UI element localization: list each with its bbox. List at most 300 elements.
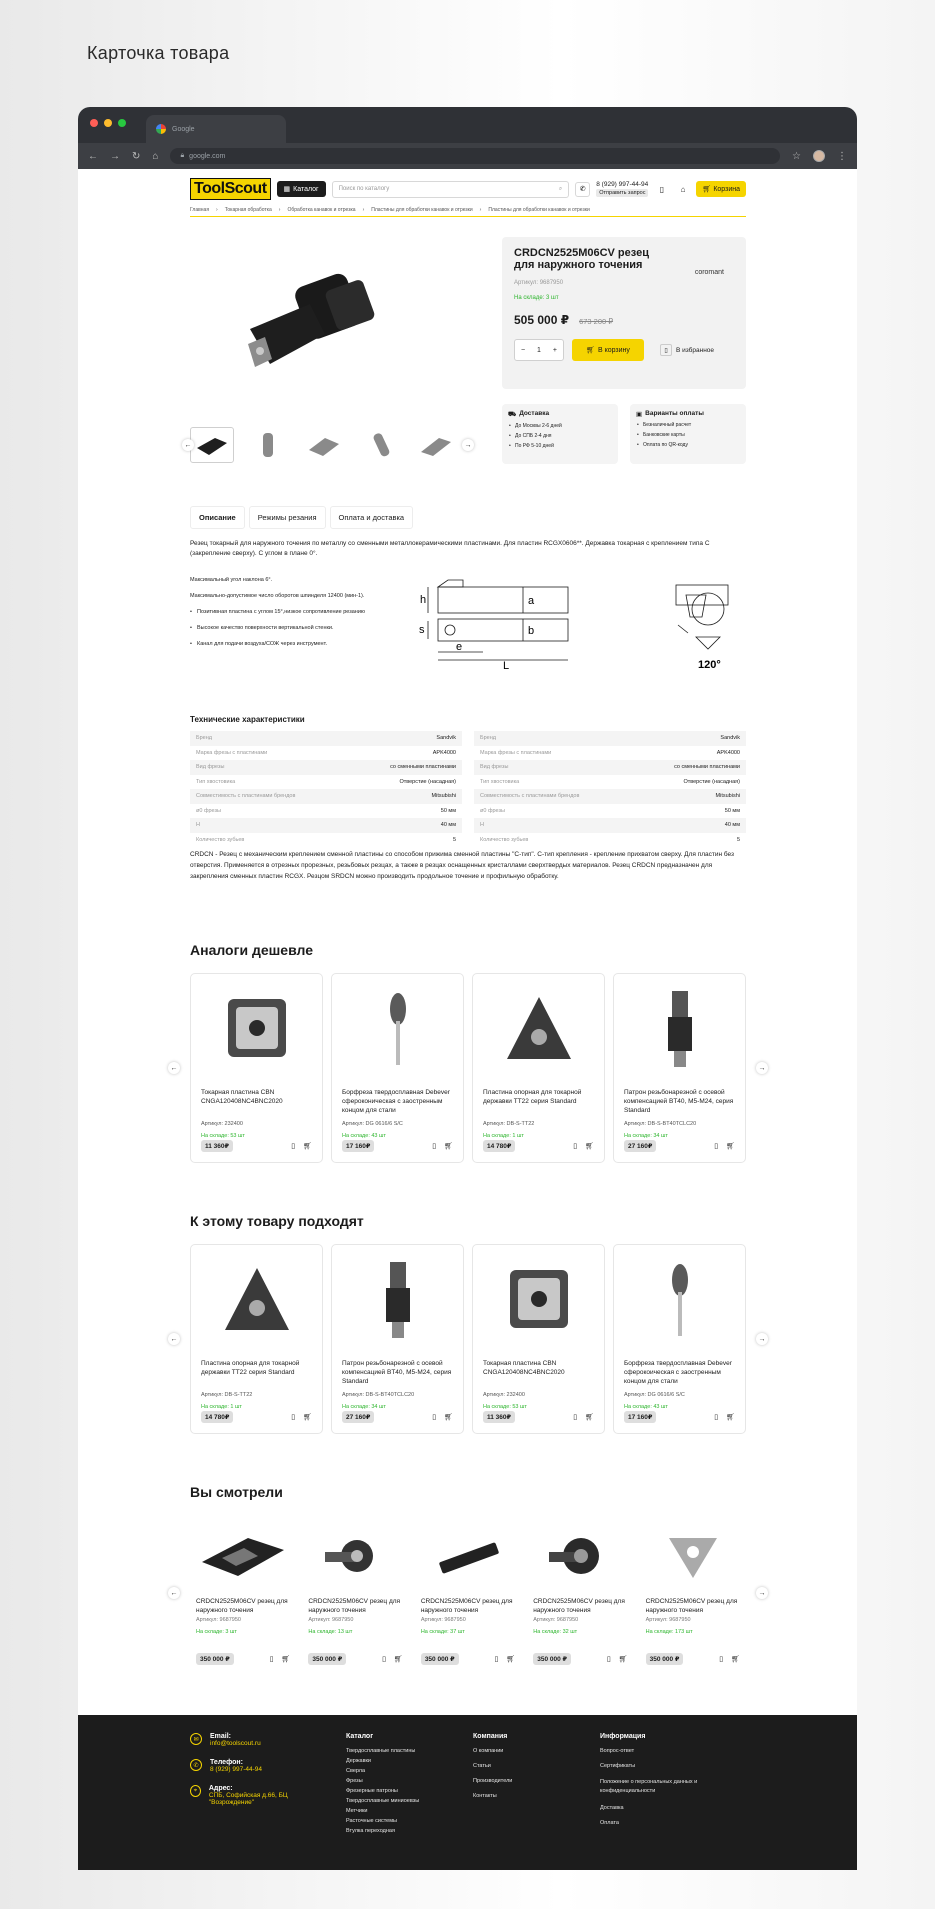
footer-link[interactable]: Сверла — [346, 1768, 366, 1774]
product-price: 350 000 ₽ — [646, 1653, 684, 1665]
card-footer — [624, 1140, 735, 1152]
cart-icon[interactable]: 🛒︎ — [303, 1414, 312, 1421]
spec-row — [474, 804, 746, 819]
spec-row — [190, 833, 462, 848]
footer-link[interactable]: Положение о персональных данных и конфиденциальности — [600, 1779, 698, 1794]
product-sku: Артикул: 9687950 — [308, 1617, 354, 1623]
browser-tab[interactable] — [146, 115, 286, 143]
thumbnail-gallery — [190, 425, 470, 465]
cart-icon[interactable]: 🛒︎ — [281, 1656, 291, 1663]
cart-button[interactable] — [696, 181, 746, 197]
product-sku: Артикул: 9687950 — [420, 1617, 466, 1623]
grid-icon: ▦ — [283, 186, 291, 193]
card-footer — [196, 1653, 290, 1665]
breadcrumb — [190, 207, 746, 217]
cart-icon[interactable]: 🛒︎ — [585, 1143, 594, 1150]
feature-list — [190, 577, 400, 657]
bookmark-icon[interactable]: ▯ — [382, 1656, 386, 1663]
product-stock: На складе: 32 шт — [533, 1629, 578, 1635]
spec-row — [474, 775, 746, 790]
product-stock: На складе: 13 шт — [308, 1629, 353, 1635]
product-name[interactable]: Пластина опорная для токарной державки TT22 серия Standard — [201, 1360, 300, 1376]
footer-link[interactable]: Твердосплавные миниоевзы — [346, 1798, 420, 1804]
spec-row — [474, 818, 746, 833]
email-label: Email: — [210, 1733, 232, 1740]
product-image — [342, 1255, 453, 1345]
dimension-label: h — [420, 594, 427, 606]
card-footer — [624, 1411, 735, 1423]
gallery-next-arrow[interactable]: → — [462, 439, 474, 451]
footer-link[interactable]: Твердосплавные пластины — [346, 1748, 416, 1754]
breadcrumb-item: Пластины для обработки канавок и отрезки — [488, 207, 590, 213]
product-name[interactable]: Борфреза твердосплавная Debever сферокоическая с заостренным концом для стали — [624, 1360, 732, 1385]
spec-value: Sandvik — [720, 735, 740, 742]
product-price: 17 160₽ — [624, 1411, 656, 1423]
spec-key: Бренд — [196, 735, 212, 742]
spec-value: 40 мм — [724, 822, 740, 829]
viewed-card[interactable] — [302, 1519, 408, 1679]
product-price: 27 160₽ — [624, 1140, 656, 1152]
window-controls — [90, 119, 126, 127]
spec-key: Количество зубьев — [196, 836, 245, 843]
phone-label: Телефон: — [210, 1759, 243, 1766]
product-price: 17 160₽ — [342, 1140, 374, 1152]
cart-icon[interactable]: 🛒︎ — [618, 1656, 628, 1663]
thumbnail[interactable] — [414, 427, 458, 463]
product-stock: На складе: 1 шт — [201, 1404, 242, 1410]
product-card[interactable] — [472, 973, 605, 1163]
add-to-favorites-button[interactable] — [660, 344, 714, 356]
bookmark-star-icon[interactable]: ☆ — [792, 150, 801, 162]
bookmark-icon[interactable]: ▯ — [606, 1656, 611, 1663]
card-footer — [342, 1140, 453, 1152]
product-stock: На складе: 53 шт — [483, 1404, 527, 1410]
favorites-label: В избранное — [676, 346, 715, 354]
footer-phone — [190, 1759, 320, 1773]
bookmark-icon[interactable]: ▯ — [573, 1414, 578, 1421]
product-name[interactable]: CRDCN2525M06CV резец для наружного точения — [645, 1598, 738, 1614]
spec-key: Совместимость с пластинами брендов — [196, 793, 296, 800]
product-image — [421, 1525, 515, 1589]
breadcrumb-separator: › — [216, 207, 218, 213]
cart-icon: 🛒︎ — [586, 347, 595, 354]
specs-title: Технические характеристики — [190, 715, 305, 724]
product-main-image[interactable] — [230, 259, 390, 384]
spec-value: со сменными пластинами — [674, 764, 740, 771]
tab-description[interactable]: Описание — [190, 506, 245, 529]
breadcrumb-separator: › — [479, 207, 482, 213]
feature-text: Максимальный угол наклона 6°. — [190, 577, 273, 583]
payment-item: • Банковские карты — [636, 432, 740, 438]
fits-carousel — [190, 1244, 746, 1434]
footer-link[interactable]: Державки — [346, 1758, 371, 1764]
spec-row — [474, 746, 746, 761]
product-price: 14 780₽ — [483, 1140, 515, 1152]
cart-label: Корзина — [713, 186, 740, 193]
quantity-stepper[interactable] — [514, 339, 564, 361]
product-stock: На складе: 34 шт — [624, 1133, 668, 1139]
product-name[interactable]: CRDCN2525M06CV резец для наружного точения — [308, 1598, 401, 1614]
product-name[interactable]: Токарная пластина CBN CNGA120408NC4BNC2020 — [483, 1360, 565, 1376]
cart-icon[interactable]: 🛒︎ — [731, 1656, 741, 1663]
spec-value: со сменными пластинами — [390, 764, 456, 771]
product-name[interactable]: Пластина опорная для токарной державки TT22 серия Standard — [483, 1089, 582, 1105]
product-stock: На складе: 53 шт — [201, 1133, 245, 1139]
footer-link[interactable]: Доставка — [600, 1805, 624, 1811]
viewed-carousel — [190, 1519, 746, 1679]
product-image — [201, 984, 312, 1074]
payment-title: Варианты оплаты — [645, 410, 704, 417]
dimension-label: 120° — [698, 659, 721, 671]
breadcrumb-item[interactable]: Пластины для обработки канавок и отрезки — [371, 207, 473, 213]
footer-company-title: Компания — [473, 1733, 508, 1740]
buy-row — [514, 339, 734, 361]
spec-value: Mitsubishi — [431, 793, 456, 800]
card-footer — [483, 1411, 594, 1423]
analogs-prev-arrow[interactable]: ← — [168, 1062, 180, 1074]
cart-icon[interactable]: 🛒︎ — [444, 1414, 453, 1421]
bookmark-icon[interactable]: ▯ — [714, 1414, 719, 1421]
delivery-item: • До СПБ 2-4 дня — [508, 433, 612, 439]
footer-link[interactable]: Производители — [473, 1778, 513, 1784]
product-price: 505 000 ₽ — [514, 313, 570, 327]
lock-icon: 🔒︎ — [180, 152, 185, 159]
product-sku: Артикул: 232400 — [483, 1392, 525, 1398]
add-to-cart-button[interactable] — [572, 339, 644, 361]
home-icon[interactable]: ⌂ — [152, 150, 159, 162]
thumbnail[interactable] — [302, 427, 346, 463]
footer-catalog-title: Каталог — [346, 1733, 374, 1740]
spec-value: 5 — [452, 836, 456, 843]
spec-value: APK4000 — [716, 749, 740, 756]
delivery-title: Доставка — [519, 410, 550, 417]
product-old-price: 673 200 ₽ — [579, 317, 614, 326]
thumbnail[interactable] — [246, 427, 290, 463]
gallery-prev-arrow[interactable]: ← — [182, 439, 194, 451]
thumbnail-image — [251, 430, 285, 460]
spec-key: Количество зубьев — [480, 836, 529, 843]
product-sku: Артикул: 9687950 — [196, 1617, 241, 1623]
product-stock: На складе: 43 шт — [624, 1404, 668, 1410]
callback-button[interactable]: Отправить запрос — [596, 189, 648, 197]
product-stock: На складе: 34 шт — [342, 1404, 386, 1410]
payment-item: • Безналичный расчет — [636, 422, 740, 428]
footer-link[interactable]: О компании — [473, 1748, 504, 1754]
breadcrumb-separator: › — [278, 207, 281, 213]
catalog-button[interactable] — [277, 181, 326, 197]
bookmark-icon[interactable]: ▯ — [494, 1656, 499, 1663]
footer-link[interactable]: Статьи — [473, 1763, 491, 1769]
viewed-title: Вы смотрели — [190, 1484, 283, 1500]
product-tabs — [190, 506, 413, 529]
spec-value: Отверстие (насадная) — [683, 778, 740, 785]
product-card[interactable] — [613, 973, 746, 1163]
spec-key: H — [196, 822, 200, 829]
bookmark-icon[interactable]: ▯ — [432, 1414, 437, 1421]
product-image — [483, 984, 594, 1074]
product-price: 350 000 ₽ — [421, 1653, 459, 1665]
breadcrumb-item[interactable]: Токарная обработка — [224, 207, 272, 213]
viewed-prev-arrow[interactable]: ← — [168, 1587, 180, 1599]
card-footer — [308, 1653, 402, 1665]
product-card[interactable] — [331, 1244, 464, 1434]
dimension-label: s — [419, 624, 425, 636]
delivery-item: • До Москвы 2-6 дней — [508, 423, 612, 429]
site-logo[interactable]: ToolScout — [190, 178, 271, 200]
thumbnail[interactable] — [190, 427, 234, 463]
tab-payment-delivery[interactable]: Оплата и доставка — [330, 506, 414, 529]
product-sku: Артикул: DB-S-TT22 — [201, 1392, 253, 1398]
spec-key: Совместимость с пластинами брендов — [480, 793, 580, 800]
breadcrumb-item[interactable]: Главная — [190, 207, 210, 213]
fits-title: К этому товару подходят — [190, 1213, 364, 1229]
footer-link[interactable]: Контакты — [473, 1793, 497, 1799]
product-sku: Артикул: 9687950 — [645, 1617, 691, 1623]
fits-prev-arrow[interactable]: ← — [168, 1333, 180, 1345]
feature-text: Максимально-допустимое число оборотов шпинделя 12400 (мин-1). — [190, 593, 365, 599]
product-sku: Артикул: 9687950 — [514, 280, 564, 286]
spec-key: Бренд — [480, 735, 496, 742]
brand-logo: coromant — [694, 269, 724, 276]
search-input[interactable] — [332, 181, 570, 198]
product-buy-card — [502, 237, 746, 389]
product-image — [308, 1525, 402, 1589]
technical-drawing — [408, 575, 748, 683]
cart-icon[interactable]: 🛒︎ — [393, 1656, 403, 1663]
product-name[interactable]: CRDCN2525M06CV резец для наружного точения — [196, 1598, 288, 1614]
footer-link[interactable]: Фрезерные патроны — [346, 1788, 398, 1794]
phone-icon: ✆ — [575, 182, 590, 197]
search-placeholder: Поиск по каталогу — [338, 186, 390, 192]
mail-icon: ✉ — [190, 1733, 202, 1745]
analogs-next-arrow[interactable]: → — [756, 1062, 768, 1074]
product-sku: Артикул: DG 0616/6 S/C — [342, 1121, 403, 1127]
spec-value: 40 мм — [440, 822, 456, 829]
footer-company — [473, 1733, 573, 1808]
product-stock: На складе: 1 шт — [483, 1133, 524, 1139]
phone-icon: ✆ — [190, 1759, 202, 1771]
payment-info — [630, 404, 746, 464]
product-card[interactable] — [190, 973, 323, 1163]
footer-link[interactable]: Вопрос-ответ — [600, 1748, 635, 1754]
product-card[interactable] — [331, 973, 464, 1163]
spec-row — [190, 818, 462, 833]
spec-key: H — [480, 822, 484, 829]
cart-icon[interactable]: 🛒︎ — [506, 1656, 516, 1663]
product-price: 27 160₽ — [342, 1411, 374, 1423]
cart-icon[interactable]: 🛒︎ — [585, 1414, 594, 1421]
long-description: CRDCN - Резец с механическим креплением сменной пластины со способом прижима сменной пластины "С-тип". С-тип крепления - крепление прихватом сверху. Для пластин без отверстия. Применяется в отрезных прорезных, резьбовых резцах, а также в резцах оснащенных кристаллами сверхтвердых материалов. Резец CRDCN предназначен для закрепления сменных пластин RCGX. Резцом SRDCN можно производить продольное точение и профильную обработку. — [190, 851, 734, 880]
phone-value[interactable]: 8 (929) 997-44-94 — [210, 1766, 263, 1773]
spec-key: ø0 фрезы — [196, 807, 221, 814]
product-name[interactable]: Патрон резьбонарезной с осевой компенсацией BT40, M5-M24, серия Standard — [342, 1360, 452, 1385]
tab-cutting-modes[interactable]: Режимы резания — [249, 506, 326, 529]
bookmark-icon[interactable]: ▯ — [719, 1656, 724, 1663]
add-to-cart-label: В корзину — [597, 346, 630, 354]
bookmark-icon[interactable]: ▯ — [269, 1656, 274, 1663]
product-name[interactable]: Патрон резьбонарезной с осевой компенсацией BT40, M5-M24, серия Standard — [624, 1089, 734, 1114]
viewed-next-arrow[interactable]: → — [756, 1587, 768, 1599]
wallet-icon: ▣ — [636, 411, 643, 418]
minimize-window-button[interactable] — [104, 119, 112, 127]
card-footer — [342, 1411, 453, 1423]
viewed-card[interactable] — [190, 1519, 296, 1679]
footer-link[interactable]: Фрезы — [346, 1778, 363, 1784]
address-bar[interactable] — [170, 148, 780, 164]
product-image — [342, 984, 453, 1074]
product-price: 11 360₽ — [483, 1411, 515, 1423]
spec-value: Sandvik — [436, 735, 456, 742]
breadcrumb-item[interactable]: Обработка канавок и отрезка — [287, 207, 356, 213]
decrement-button[interactable]: − — [520, 346, 526, 354]
viewed-card[interactable] — [527, 1519, 633, 1679]
card-footer — [201, 1140, 312, 1152]
card-footer — [533, 1653, 627, 1665]
thumbnail[interactable] — [358, 427, 402, 463]
email-value[interactable]: info@toolscout.ru — [210, 1740, 261, 1747]
product-sku: Артикул: DG 0616/6 S/C — [624, 1392, 685, 1398]
site-header — [190, 179, 746, 199]
phone-block — [596, 181, 648, 197]
payment-item: • Оплата по QR-коду — [636, 442, 740, 448]
footer-link[interactable]: Втулка переходная — [346, 1828, 395, 1834]
forward-icon[interactable]: → — [110, 150, 120, 162]
dimension-label: a — [528, 595, 535, 607]
browser-titlebar — [78, 107, 857, 143]
maximize-window-button[interactable] — [118, 119, 126, 127]
close-window-button[interactable] — [90, 119, 98, 127]
cart-icon[interactable]: 🛒︎ — [726, 1143, 735, 1150]
delivery-info — [502, 404, 618, 464]
feature-item: • Высокое качество поверхности вертикальной стенки. — [190, 625, 400, 631]
footer-link[interactable]: Метчики — [346, 1808, 368, 1814]
product-name[interactable]: CRDCN2525M06CV резец для наружного точения — [420, 1598, 513, 1614]
product-name[interactable]: CRDCN2525M06CV резец для наружного точения — [533, 1598, 625, 1614]
bookmark-icon[interactable]: ▯ — [714, 1143, 719, 1150]
tab-title: Google — [172, 125, 195, 133]
card-footer — [421, 1653, 515, 1665]
product-sku: Артикул: 9687950 — [533, 1617, 579, 1623]
url-text: google.com — [189, 152, 226, 160]
profile-avatar[interactable] — [813, 150, 825, 162]
back-icon[interactable]: ← — [88, 150, 98, 162]
increment-button[interactable]: + — [552, 346, 558, 354]
product-image — [196, 1525, 290, 1589]
delivery-item: • По РФ 5-10 дней — [508, 443, 612, 449]
location-icon: ⌖ — [190, 1785, 201, 1797]
spec-key: ø0 фрезы — [480, 807, 505, 814]
analogs-title: Аналоги дешевле — [190, 942, 313, 958]
spec-row — [190, 775, 462, 790]
card-footer — [646, 1653, 740, 1665]
google-icon — [156, 124, 166, 134]
product-name[interactable]: Борфреза твердосплавная Debever сфероконическая с заостренным концом для стали — [342, 1089, 450, 1114]
spec-row — [474, 833, 746, 848]
product-image — [533, 1525, 627, 1589]
product-price: 350 000 ₽ — [196, 1653, 234, 1665]
specs-table-left — [190, 731, 462, 847]
bookmark-icon[interactable]: ▯ — [432, 1143, 437, 1150]
product-image — [624, 984, 735, 1074]
address-label: Адрес: — [208, 1785, 233, 1792]
product-sku: Артикул: DB-S-TT22 — [483, 1121, 535, 1127]
product-sku: Артикул: DB-S-BT40TCLC20 — [624, 1121, 697, 1127]
card-footer — [201, 1411, 312, 1423]
profile-icon[interactable]: ⌂ — [680, 184, 686, 194]
product-card[interactable] — [613, 1244, 746, 1434]
dimension-label: L — [503, 660, 510, 672]
product-name[interactable]: Токарная пластина CBN CNGA120408NC4BNC2020 — [201, 1089, 283, 1105]
product-card[interactable] — [472, 1244, 605, 1434]
thumbnail-image — [363, 430, 397, 460]
search-icon[interactable]: ⌕ — [558, 185, 563, 192]
cart-icon[interactable]: 🛒︎ — [444, 1143, 453, 1150]
product-image — [201, 1255, 312, 1345]
spec-row — [474, 731, 746, 746]
bookmark-icon[interactable]: ▯ — [291, 1143, 296, 1150]
fits-next-arrow[interactable]: → — [756, 1333, 768, 1345]
product-card[interactable] — [190, 1244, 323, 1434]
product-stock: На складе: 3 шт — [514, 295, 559, 301]
spec-value: Отверстие (насадная) — [399, 778, 456, 785]
product-image — [646, 1525, 740, 1589]
reload-icon[interactable]: ↻ — [132, 150, 141, 162]
phone-number[interactable]: 8 (929) 997-44-94 — [596, 181, 649, 188]
cart-icon[interactable]: 🛒︎ — [303, 1143, 312, 1150]
product-price: 350 000 ₽ — [308, 1653, 346, 1665]
spec-key: Тип хвостовика — [480, 778, 520, 785]
address-value: СПБ, Софийская д.66, БЦ "Возрождение" — [208, 1792, 288, 1806]
viewed-card[interactable] — [640, 1519, 746, 1679]
product-sku: Артикул: DB-S-BT40TCLC20 — [342, 1392, 415, 1398]
spec-row — [190, 731, 462, 746]
browser-menu-icon[interactable]: ⋮ — [837, 150, 847, 162]
product-stock: На складе: 3 шт — [196, 1629, 237, 1635]
browser-toolbar — [78, 143, 857, 169]
viewed-card[interactable] — [415, 1519, 521, 1679]
browser-window — [78, 107, 857, 1870]
favorites-icon[interactable]: ▯ — [659, 184, 665, 194]
footer-link[interactable]: Оплата — [600, 1820, 619, 1826]
spec-row — [474, 789, 746, 804]
quantity-value: 1 — [537, 346, 541, 354]
spec-row — [190, 804, 462, 819]
spec-row — [474, 760, 746, 775]
spec-value: APK4000 — [432, 749, 456, 756]
product-stock: На складе: 173 шт — [645, 1629, 693, 1635]
bookmark-icon[interactable]: ▯ — [573, 1143, 578, 1150]
thumbnail-image — [195, 433, 229, 457]
product-image — [483, 1255, 594, 1345]
spec-key: Вид фрезы — [196, 764, 225, 771]
bookmark-icon[interactable]: ▯ — [291, 1414, 296, 1421]
cart-icon[interactable]: 🛒︎ — [726, 1414, 735, 1421]
footer-link[interactable]: Расточные системы — [346, 1818, 397, 1824]
spec-value: 5 — [736, 836, 740, 843]
bookmark-icon: ▯ — [660, 344, 672, 356]
card-footer — [483, 1140, 594, 1152]
footer-link[interactable]: Сертификаты — [600, 1763, 636, 1769]
spec-row — [190, 789, 462, 804]
spec-row — [190, 760, 462, 775]
spec-value: Mitsubishi — [715, 793, 740, 800]
analogs-carousel — [190, 973, 746, 1163]
dimension-label: b — [528, 625, 535, 637]
page-heading: Карточка товара — [87, 43, 230, 63]
footer-email — [190, 1733, 320, 1747]
footer-info — [600, 1733, 720, 1835]
footer-info-title: Информация — [600, 1733, 646, 1740]
